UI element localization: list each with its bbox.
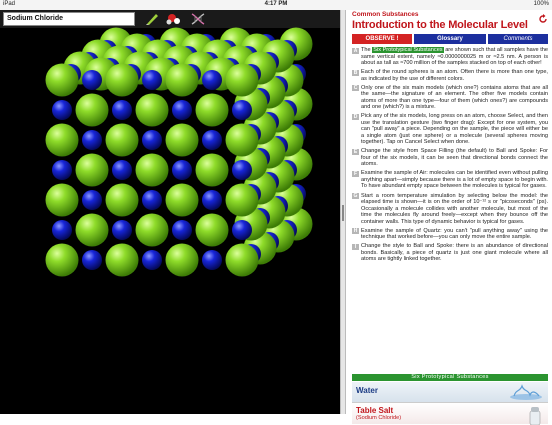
chlorine-atom[interactable] xyxy=(166,184,199,217)
paragraph-text: Examine the sample of Air: molecules can be identified even without pulling anything apart—simply because there is a lot of empty space to begin with. To have abundant empty space between the molecules is typical for gases. xyxy=(361,170,548,190)
chlorine-atom[interactable] xyxy=(196,154,229,187)
sodium-atom[interactable] xyxy=(172,160,192,180)
sodium-atom[interactable] xyxy=(232,220,252,240)
device-label: iPad xyxy=(3,1,16,7)
paragraph-g xyxy=(352,193,548,226)
battery-label: 100% xyxy=(533,1,549,7)
lesson-buttons xyxy=(352,34,548,44)
dna-icon[interactable] xyxy=(190,12,206,26)
paragraph-text: Change the style to Ball and Spoke: there is an abundance of directional bonds. Basically, a piece of quartz is just one giant molecule where all atoms are tightly linked together. xyxy=(361,243,548,263)
paragraph-letter: D xyxy=(353,113,358,120)
water-title: Water xyxy=(356,386,378,395)
paragraph-text: are shown such that all samples have the same vertical extent, namely ≈0.0000000025 m or ≈2.5 nm. A person is about as tall as ≈700 million of the samples stacked on top of each other! xyxy=(361,47,548,66)
chlorine-atom[interactable] xyxy=(106,244,139,277)
page-title: Introduction to the Molecular Level xyxy=(352,19,528,31)
paragraph-letter: E xyxy=(353,148,358,155)
sodium-atom[interactable] xyxy=(142,70,162,90)
paragraph-a xyxy=(352,47,548,67)
refresh-icon[interactable] xyxy=(538,14,548,24)
paragraph-letter: G xyxy=(353,193,358,200)
paragraph-text: Change the style from Space Filling (the default) to Ball and Spoke: For four of the six models, it can be seen that directional bonds connect the atoms. xyxy=(361,148,548,168)
sodium-atom[interactable] xyxy=(82,130,102,150)
paragraph-e xyxy=(352,148,548,168)
sodium-atom[interactable] xyxy=(112,220,132,240)
chlorine-atom[interactable] xyxy=(46,244,79,277)
chlorine-atom[interactable] xyxy=(106,184,139,217)
nacl-crystal-model[interactable] xyxy=(0,28,340,414)
paragraph-b xyxy=(352,69,548,82)
lesson-panel[interactable] xyxy=(346,10,552,421)
chlorine-atom[interactable] xyxy=(46,124,79,157)
sodium-atom[interactable] xyxy=(232,100,252,120)
pencil-icon[interactable] xyxy=(144,12,160,26)
sodium-atom[interactable] xyxy=(202,250,222,270)
atom-lattice[interactable] xyxy=(46,28,313,277)
sodium-atom[interactable] xyxy=(112,100,132,120)
paragraph-letter: F xyxy=(353,170,358,177)
paragraph-letter: A xyxy=(353,47,358,54)
paragraph-letter: I xyxy=(352,244,359,250)
chlorine-atom[interactable] xyxy=(226,184,259,217)
chlorine-atom[interactable] xyxy=(76,94,109,127)
divider-grip[interactable] xyxy=(342,205,344,221)
chlorine-atom[interactable] xyxy=(226,244,259,277)
model-viewer[interactable] xyxy=(0,10,340,414)
paragraph-letter: H xyxy=(353,228,358,235)
chlorine-atom[interactable] xyxy=(136,214,169,247)
salt-shaker-icon xyxy=(528,405,542,425)
table-salt-title: Table Salt xyxy=(356,406,394,415)
observe-button[interactable]: OBSERVE ! xyxy=(352,34,412,44)
status-bar xyxy=(0,0,552,10)
sodium-atom[interactable] xyxy=(52,160,72,180)
table-salt-card[interactable] xyxy=(352,402,548,424)
glossary-button[interactable]: Glossary xyxy=(414,34,486,44)
lesson-header xyxy=(346,10,552,46)
table-salt-subtitle: (Sodium Chloride) xyxy=(356,415,402,421)
viewer-toolbar xyxy=(0,10,340,28)
chlorine-atom[interactable] xyxy=(226,124,259,157)
sodium-atom[interactable] xyxy=(142,190,162,210)
sodium-atom[interactable] xyxy=(202,70,222,90)
lesson-content xyxy=(352,47,548,265)
sodium-atom[interactable] xyxy=(112,160,132,180)
paragraph-letter: C xyxy=(353,85,358,92)
chlorine-atom[interactable] xyxy=(106,124,139,157)
chlorine-atom[interactable] xyxy=(166,64,199,97)
paragraph-text: Start a room temperature simulation by selecting below the model: the elapsed time is shown—it is on the order of 10⁻¹² s or "picoseconds" (ps). Occasionally a molecule collides with another molecule, but most of the time the molecules fly around freely—except when they bounce off the container walls. This type of dynamic behavior is typical for gases. xyxy=(361,192,548,225)
sodium-atom[interactable] xyxy=(202,190,222,210)
chlorine-atom[interactable] xyxy=(46,184,79,217)
paragraph-text: Pick any of the six models, long press on an atom, choose Select, and then use the translation gesture (two finger drag): Except for one system, you can "pull away" a piece. Depending on the sample, the piece will either be a single atom (just one sphere) or a molecule (several spheres moving together). Tap on Cancel Select when done. xyxy=(361,113,548,146)
paragraph-text: The xyxy=(361,47,373,53)
paragraph-letter: B xyxy=(353,69,358,76)
chlorine-atom[interactable] xyxy=(136,154,169,187)
sodium-atom[interactable] xyxy=(142,250,162,270)
sodium-atom[interactable] xyxy=(52,220,72,240)
comments-button[interactable]: Comments xyxy=(488,34,548,44)
status-time: 4:17 PM xyxy=(264,1,288,7)
paragraph-c xyxy=(352,85,548,111)
molecule-icon[interactable] xyxy=(166,12,182,26)
paragraph-f xyxy=(352,170,548,190)
sodium-atom[interactable] xyxy=(82,70,102,90)
chlorine-atom[interactable] xyxy=(226,64,259,97)
paragraph-text: Only one of the six main models (which one?) contains atoms that are all the same—the signature of an element. The other five models contain atoms of more than one type—four of them (which ones?) are compounds and one (which?) is a mixture. xyxy=(361,84,548,111)
chlorine-atom[interactable] xyxy=(196,214,229,247)
chlorine-atom[interactable] xyxy=(166,244,199,277)
water-card[interactable] xyxy=(352,382,548,402)
paragraph-text: Each of the round spheres is an atom. Often there is more than one type, as indicated by the use of different colors. xyxy=(361,69,548,82)
six-substances-link[interactable]: Six Prototypical Substances xyxy=(373,47,443,53)
sodium-atom[interactable] xyxy=(202,130,222,150)
six-substances-bar[interactable]: Six Prototypical Substances xyxy=(352,374,548,381)
chlorine-atom[interactable] xyxy=(196,94,229,127)
paragraph-text: Examine the sample of Quartz: you can't "pull anything away" using the technique that worked before—you can only move the entire sample. xyxy=(361,227,548,241)
chlorine-atom[interactable] xyxy=(136,94,169,127)
sodium-atom[interactable] xyxy=(172,220,192,240)
chlorine-atom[interactable] xyxy=(166,124,199,157)
search-input[interactable]: Sodium Chloride xyxy=(3,12,135,26)
section-kicker: Common Substances xyxy=(352,11,419,18)
sodium-atom[interactable] xyxy=(172,100,192,120)
water-splash-icon xyxy=(506,383,546,401)
sodium-atom[interactable] xyxy=(52,100,72,120)
chlorine-atom[interactable] xyxy=(76,154,109,187)
sodium-atom[interactable] xyxy=(82,190,102,210)
chlorine-atom[interactable] xyxy=(46,64,79,97)
sodium-atom[interactable] xyxy=(232,160,252,180)
sodium-atom[interactable] xyxy=(142,130,162,150)
chlorine-atom[interactable] xyxy=(76,214,109,247)
chlorine-atom[interactable] xyxy=(106,64,139,97)
paragraph-d xyxy=(352,113,548,146)
sodium-atom[interactable] xyxy=(82,250,102,270)
paragraph-i xyxy=(352,243,548,263)
paragraph-h xyxy=(352,228,548,241)
